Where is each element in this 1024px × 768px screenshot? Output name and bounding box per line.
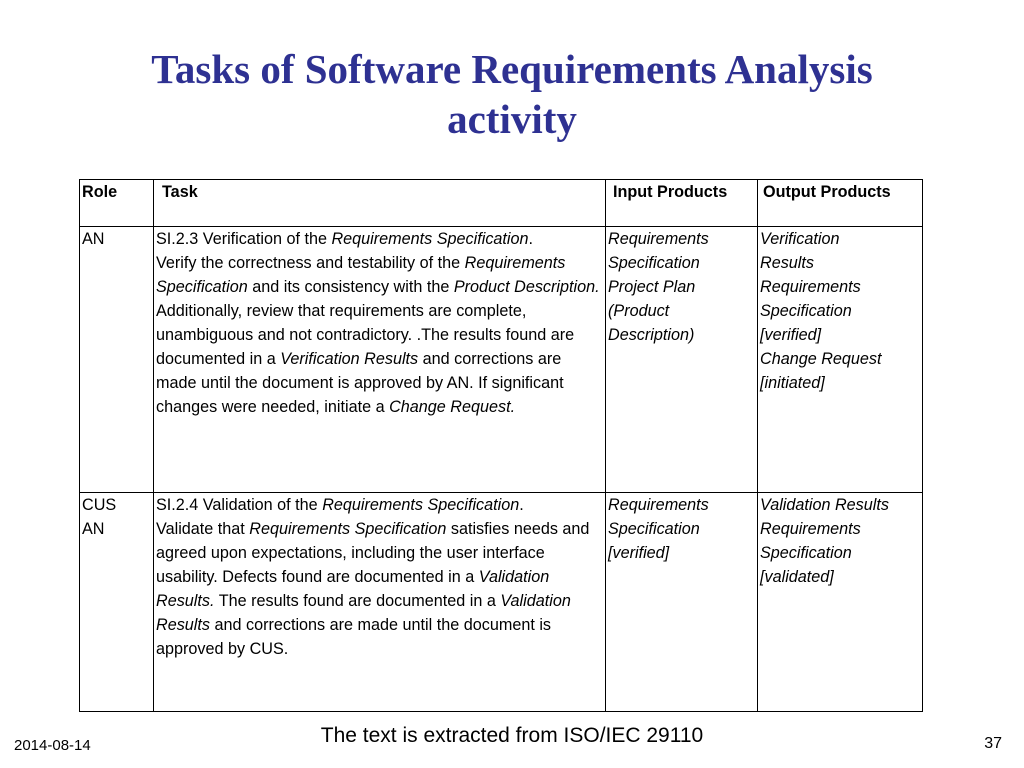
task-text: and corrections are made until the document is approved by CUS. (156, 616, 552, 658)
task-text: Validate that (156, 520, 250, 538)
input-product-line: Project Plan (608, 278, 696, 296)
output-product-line: Requirements (760, 278, 861, 296)
task-doc-ref: Requirements Specification (156, 254, 566, 296)
input-product-line: [verified] (608, 544, 670, 562)
header-role: Role (80, 180, 154, 227)
task-text: Additionally, review that requirements are complete, unambiguous and not contradictory. .The results found are documented in a (156, 302, 575, 368)
role-line: AN (82, 520, 105, 538)
task-doc-ref: Change Request. (389, 398, 516, 416)
output-product-line: Results (760, 254, 814, 272)
task-id: SI.2.4 Validation of the (156, 496, 323, 514)
header-input-products: Input Products (606, 180, 758, 227)
input-product-line: Requirements (608, 496, 709, 514)
output-product-line: Change Request (760, 350, 882, 368)
task-doc-ref: Requirements Specification (331, 230, 529, 248)
output-product-line: Validation Results (760, 496, 889, 514)
slide-title (0, 44, 1024, 144)
output-products-cell (758, 227, 923, 493)
task-doc-ref: Product Description. (453, 278, 600, 296)
table-header-row (80, 180, 923, 227)
output-product-line: Specification (760, 302, 852, 320)
input-product-line: (Product (608, 302, 670, 320)
role-line: CUS (82, 496, 117, 514)
task-cell: SI.2.4 Validation of the Requirements Specification. Validate that Requirements Specification satisfies needs and agreed upon expectations, including the user interface usability. Defects found are documented in a Validation Results. The results found are documented in a Validation Results and corrections are made until the document is approved by CUS. (154, 493, 606, 712)
table-row (80, 493, 923, 712)
output-product-line: Verification (760, 230, 840, 248)
task-doc-ref: Requirements Specification (249, 520, 447, 538)
requirements-analysis-table (79, 179, 923, 712)
page-number: 37 (984, 735, 1002, 752)
input-product-line: Specification (608, 520, 700, 538)
task-text: Verify the correctness and testability of the (156, 254, 465, 272)
input-product-line: Requirements (608, 230, 709, 248)
task-cell: SI.2.3 Verification of the Requirements Specification. Verify the correctness and testability of the Requirements Specification and its consistency with the Product Description. Additionally, review that requirements are complete, unambiguous and not contradictory. .The results found are documented in a Verification Results and corrections are made until the document is approved by AN. If significant changes were needed, initiate a Change Request. (154, 227, 606, 493)
task-text: The results found are documented in a (214, 592, 501, 610)
output-product-line: Specification (760, 544, 852, 562)
input-product-line: Description) (608, 326, 695, 344)
slide-date: 2014-08-14 (14, 737, 91, 754)
source-note: The text is extracted from ISO/IEC 29110 (320, 724, 704, 747)
output-product-line: [validated] (760, 568, 834, 586)
role-cell (80, 493, 154, 712)
title-line-1: Tasks of Software Requirements Analysis (151, 46, 873, 92)
role-cell: AN (80, 227, 154, 493)
task-text: and its consistency with the (247, 278, 454, 296)
input-products-cell (606, 493, 758, 712)
task-doc-ref: Verification Results (280, 350, 419, 368)
output-product-line: Requirements (760, 520, 861, 538)
task-doc-ref: Validation Results. (156, 568, 550, 610)
task-doc-ref: Requirements Specification (322, 496, 520, 514)
task-text: and corrections are made until the document is approved by AN. If significant changes were needed, initiate a (156, 350, 564, 416)
input-products-cell (606, 227, 758, 493)
input-product-line: Specification (608, 254, 700, 272)
output-product-line: [verified] (760, 326, 822, 344)
header-task: Task (154, 180, 606, 227)
task-id: SI.2.3 Verification of the (156, 230, 332, 248)
task-doc-ref: Validation Results (156, 592, 571, 634)
task-text: satisfies needs and agreed upon expectations, including the user interface usability. Defects found are documented in a (156, 520, 590, 586)
header-output-products: Output Products (758, 180, 923, 227)
title-line-2: activity (447, 96, 577, 142)
output-product-line: [initiated] (760, 374, 825, 392)
output-products-cell (758, 493, 923, 712)
table-row (80, 227, 923, 493)
